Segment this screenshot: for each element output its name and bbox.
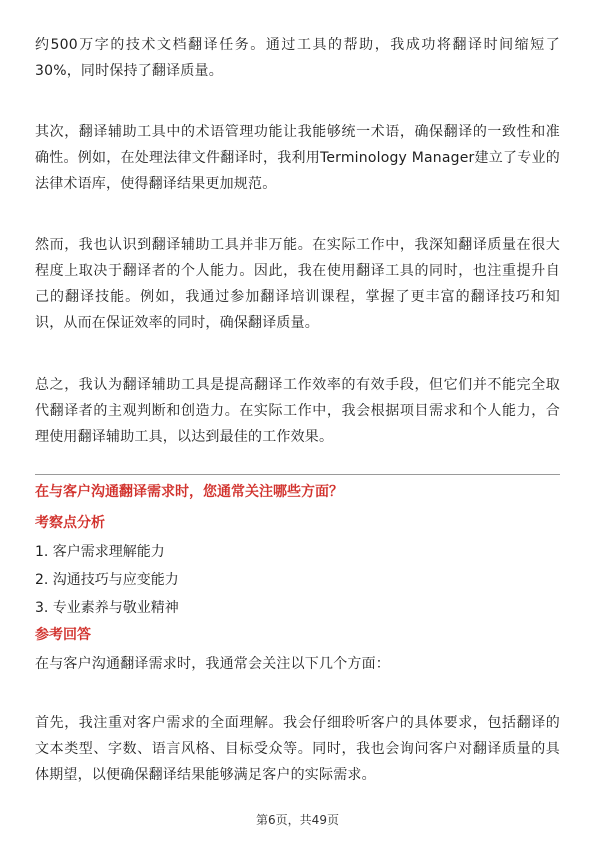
analysis-list [35, 538, 179, 622]
answer-heading: 参考回答 [35, 627, 91, 643]
answer-intro: 在与客户沟通翻译需求时，我通常会关注以下几个方面： [35, 656, 390, 672]
answer-paragraph: 首先，我注重对客户需求的全面理解。我会仔细聆听客户的具体要求，包括翻译的文本类型、字数、语言风格、目标受众等。同时，我也会询问客户对翻译质量的具体期望，以便确保翻译结果能够满足客户的实际需求。 [35, 715, 560, 783]
list-item: 2. 沟通技巧与应变能力 [35, 572, 179, 588]
section-divider [35, 474, 560, 475]
list-item: 1. 客户需求理解能力 [35, 544, 165, 560]
page-number: 第6页，共49页 [256, 813, 339, 827]
question-heading: 在与客户沟通翻译需求时，您通常关注哪些方面？ [35, 484, 343, 500]
paragraph-tool-efficiency: 约500万字的技术文档翻译任务。通过工具的帮助，我成功将翻译时间缩短了30%，同时保持了翻译质量。 [35, 37, 560, 79]
paragraph-conclusion: 总之，我认为翻译辅助工具是提高翻译工作效率的有效手段，但它们并不能完全取代翻译者的主观判断和创造力。在实际工作中，我会根据项目需求和个人能力，合理使用翻译辅助工具，以达到最佳的工作效果。 [35, 377, 560, 445]
list-item: 3. 专业素养与敬业精神 [35, 600, 179, 616]
paragraph-terminology: 其次，翻译辅助工具中的术语管理功能让我能够统一术语，确保翻译的一致性和准确性。例如，在处理法律文件翻译时，我利用Terminology Manager建立了专业的法律术语库，使得翻译结果更加规范。 [35, 124, 560, 192]
analysis-heading: 考察点分析 [35, 515, 105, 531]
paragraph-limitations: 然而，我也认识到翻译辅助工具并非万能。在实际工作中，我深知翻译质量在很大程度上取决于翻译者的个人能力。因此，我在使用翻译工具的同时，也注重提升自己的翻译技能。例如，我通过参加翻译培训课程，掌握了更丰富的翻译技巧和知识，从而在保证效率的同时，确保翻译质量。 [35, 237, 560, 331]
